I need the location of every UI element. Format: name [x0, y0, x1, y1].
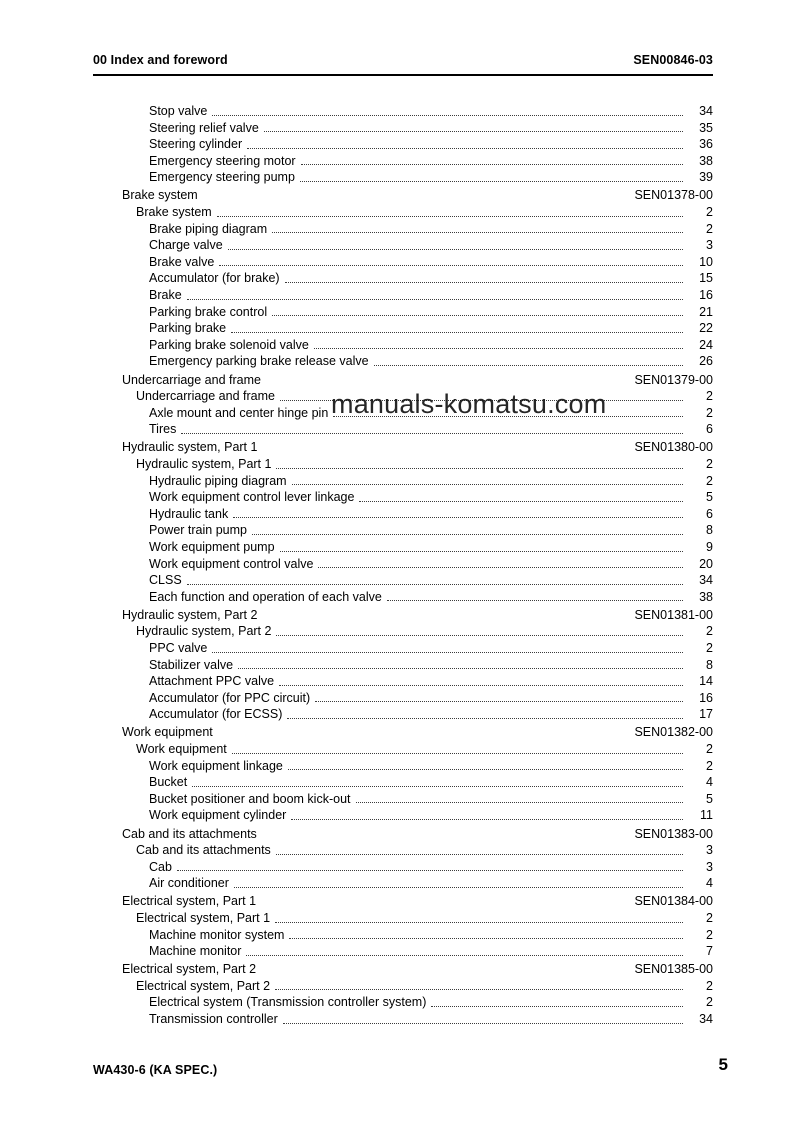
dot-leader [333, 416, 683, 417]
toc-row [93, 706, 713, 723]
toc-row [93, 372, 713, 389]
footer-page-number: 5 [718, 1055, 728, 1074]
toc-entry-label: Hydraulic system, Part 2 [122, 607, 258, 622]
toc-entry-label: Electrical system, Part 2 [122, 962, 257, 977]
dot-leader [212, 115, 683, 116]
dot-leader [283, 1023, 683, 1024]
toc-row [93, 724, 713, 741]
toc-entry-page: SEN01379-00 [634, 372, 713, 387]
toc-row [93, 237, 713, 254]
toc-row [93, 774, 713, 791]
toc-entry-page: 5 [706, 791, 713, 806]
toc-row [93, 456, 713, 473]
toc-row [93, 287, 713, 304]
toc-entry-label: Emergency steering motor [149, 153, 296, 168]
toc-row [93, 187, 713, 204]
toc-entry-page: 6 [706, 506, 713, 521]
toc-entry-label: Work equipment control valve [149, 556, 314, 571]
dot-leader [280, 551, 683, 552]
dot-leader [275, 922, 683, 923]
toc-entry-label: Brake [149, 288, 182, 303]
dot-leader [276, 854, 683, 855]
toc-entry-label: Axle mount and center hinge pin [149, 405, 329, 420]
toc-row [93, 506, 713, 523]
toc-row [93, 842, 713, 859]
toc-entry-page: 34 [699, 1012, 713, 1027]
toc-entry-page: 38 [699, 589, 713, 604]
toc-entry-label: Parking brake [149, 321, 227, 336]
toc-entry-label: Charge valve [149, 238, 223, 253]
toc-entry-page: 6 [706, 422, 713, 437]
toc-entry-page: 2 [706, 641, 713, 655]
toc-entry-label: Hydraulic tank [149, 506, 229, 521]
dot-leader [233, 517, 683, 518]
toc-row [93, 758, 713, 775]
toc-row [93, 673, 713, 690]
toc-entry-page: 3 [706, 238, 713, 253]
toc-entry-page: 9 [706, 539, 713, 554]
toc-entry-page: 3 [706, 859, 713, 874]
toc-row [93, 572, 713, 589]
toc-entry-label: Hydraulic system, Part 2 [136, 624, 272, 639]
toc-row [93, 927, 713, 944]
toc-entry-label: Undercarriage and frame [136, 389, 275, 404]
toc-row [93, 623, 713, 640]
toc-entry-label: Attachment PPC valve [149, 674, 275, 689]
toc-row [93, 337, 713, 354]
toc-row [93, 120, 713, 137]
toc-row [93, 473, 713, 490]
dot-leader [374, 365, 683, 366]
toc-entry-label: Parking brake control [149, 304, 268, 319]
toc-entry-label: Accumulator (for PPC circuit) [149, 690, 311, 705]
dot-leader [192, 786, 683, 787]
toc-row [93, 254, 713, 271]
header-rule [93, 74, 713, 76]
toc-row [93, 320, 713, 337]
toc-entry-label: Cab and its attachments [122, 826, 257, 841]
toc-entry-page: 2 [706, 389, 713, 404]
toc-entry-page: SEN01378-00 [634, 188, 713, 203]
toc-entry-page: 36 [699, 137, 713, 152]
toc-entry-page: SEN01384-00 [634, 894, 713, 909]
toc-entry-label: Undercarriage and frame [122, 372, 261, 387]
dot-leader [289, 938, 683, 939]
dot-leader [314, 348, 683, 349]
toc-entry-page: 2 [706, 978, 713, 993]
dot-leader [387, 600, 683, 601]
toc [93, 103, 713, 1028]
toc-entry-label: Emergency steering pump [149, 170, 295, 185]
toc-entry-label: Hydraulic system, Part 1 [122, 440, 258, 455]
header-section-title: 00 Index and foreword [93, 53, 228, 67]
toc-row [93, 893, 713, 910]
toc-entry-page: 2 [706, 456, 713, 471]
dot-leader [187, 299, 683, 300]
toc-entry-page: 16 [699, 288, 713, 303]
toc-row [93, 153, 713, 170]
toc-entry-label: Work equipment [122, 725, 213, 740]
toc-entry-page: 34 [699, 104, 713, 118]
toc-entry-page: 22 [699, 321, 713, 336]
toc-row [93, 136, 713, 153]
dot-leader [187, 584, 683, 585]
toc-entry-label: Steering cylinder [149, 137, 243, 152]
dot-leader [301, 164, 683, 165]
toc-entry-page: 2 [706, 205, 713, 220]
toc-entry-label: Brake valve [149, 254, 215, 269]
toc-entry-label: Accumulator (for ECSS) [149, 707, 283, 722]
toc-entry-page: 15 [699, 271, 713, 286]
toc-row [93, 859, 713, 876]
toc-entry-page: 20 [699, 556, 713, 571]
toc-entry-label: Steering relief valve [149, 120, 259, 135]
toc-entry-page: 2 [706, 405, 713, 420]
toc-row [93, 943, 713, 960]
toc-row [93, 589, 713, 606]
toc-row [93, 539, 713, 556]
dot-leader [275, 989, 683, 990]
toc-row [93, 388, 713, 405]
toc-entry-label: Electrical system, Part 1 [136, 911, 271, 925]
toc-entry-label: Cab [149, 859, 172, 874]
toc-entry-page: 14 [699, 674, 713, 689]
toc-entry-page: 10 [699, 254, 713, 269]
toc-entry-page: 8 [706, 657, 713, 672]
toc-row [93, 489, 713, 506]
toc-row [93, 607, 713, 624]
dot-leader [177, 870, 683, 871]
toc-entry-page: 2 [706, 995, 713, 1010]
toc-entry-page: 4 [706, 876, 713, 891]
toc-entry-page: 34 [699, 573, 713, 588]
toc-entry-page: 26 [699, 354, 713, 369]
toc-entry-label: Machine monitor [149, 944, 242, 959]
dot-leader [291, 819, 683, 820]
toc-entry-label: Each function and operation of each valve [149, 589, 382, 604]
watermark-text: manuals-komatsu.com [331, 389, 607, 419]
dot-leader [279, 685, 683, 686]
dot-leader [318, 567, 683, 568]
toc-entry-page: 2 [706, 911, 713, 925]
toc-entry-label: Work equipment [136, 742, 227, 757]
toc-entry-label: Power train pump [149, 523, 247, 538]
toc-row [93, 221, 713, 238]
toc-entry-page: 5 [706, 490, 713, 505]
toc-entry-label: Transmission controller [149, 1012, 278, 1027]
toc-row [93, 791, 713, 808]
dot-leader [431, 1006, 683, 1007]
toc-row [93, 657, 713, 674]
toc-entry-label: Air conditioner [149, 876, 229, 891]
dot-leader [252, 534, 683, 535]
toc-entry-page: 3 [706, 843, 713, 858]
toc-entry-label: Parking brake solenoid valve [149, 337, 309, 352]
toc-entry-page: 8 [706, 523, 713, 538]
toc-entry-label: Electrical system (Transmission controller system) [149, 995, 427, 1010]
toc-entry-page: 24 [699, 337, 713, 352]
toc-entry-page: 2 [706, 927, 713, 942]
toc-row [93, 826, 713, 843]
toc-row [93, 640, 713, 657]
toc-row [93, 1011, 713, 1028]
toc-entry-label: Bucket [149, 775, 188, 790]
toc-row [93, 405, 713, 422]
toc-entry-label: Brake system [136, 205, 212, 220]
toc-entry-page: SEN01385-00 [634, 962, 713, 977]
toc-row [93, 556, 713, 573]
toc-entry-page: SEN01380-00 [634, 440, 713, 455]
toc-entry-page: SEN01383-00 [634, 826, 713, 841]
dot-leader [285, 282, 683, 283]
toc-row [93, 690, 713, 707]
toc-entry-label: Hydraulic system, Part 1 [136, 456, 272, 471]
toc-row [93, 522, 713, 539]
toc-row [93, 994, 713, 1011]
dot-leader [247, 148, 683, 149]
toc-row [93, 910, 713, 927]
toc-row [93, 807, 713, 824]
toc-entry-label: Work equipment control lever linkage [149, 490, 355, 505]
dot-leader [280, 400, 683, 401]
dot-leader [292, 484, 683, 485]
toc-entry-page: 2 [706, 221, 713, 236]
toc-entry-label: Stop valve [149, 104, 208, 118]
dot-leader [288, 769, 683, 770]
toc-row [93, 875, 713, 892]
dot-leader [231, 332, 683, 333]
toc-entry-page: 2 [706, 742, 713, 757]
dot-leader [315, 701, 683, 702]
toc-row [93, 353, 713, 370]
dot-leader [276, 468, 683, 469]
toc-entry-label: Bucket positioner and boom kick-out [149, 791, 351, 806]
page-header [93, 53, 713, 67]
dot-leader [246, 955, 683, 956]
header-document-code: SEN00846-03 [633, 53, 713, 67]
dot-leader [232, 753, 683, 754]
dot-leader [238, 668, 683, 669]
toc-row [93, 439, 713, 456]
dot-leader [300, 181, 683, 182]
dot-leader [234, 887, 683, 888]
toc-entry-page: 2 [706, 758, 713, 773]
toc-entry-label: Work equipment linkage [149, 758, 283, 773]
dot-leader [264, 131, 683, 132]
toc-entry-page: SEN01381-00 [634, 607, 713, 622]
footer-model-label: WA430-6 (KA SPEC.) [93, 1063, 218, 1077]
dot-leader [356, 802, 684, 803]
toc-entry-label: Brake piping diagram [149, 221, 268, 236]
toc-entry-label: Hydraulic piping diagram [149, 473, 287, 488]
toc-entry-label: CLSS [149, 573, 182, 588]
toc-entry-page: 2 [706, 624, 713, 639]
dot-leader [276, 635, 683, 636]
toc-row [93, 421, 713, 438]
dot-leader [212, 652, 683, 653]
toc-entry-label: Accumulator (for brake) [149, 271, 280, 286]
toc-row [93, 741, 713, 758]
dot-leader [359, 501, 683, 502]
toc-row [93, 204, 713, 221]
dot-leader [217, 216, 683, 217]
toc-entry-page: 11 [700, 808, 713, 823]
dot-leader [219, 265, 683, 266]
dot-leader [228, 249, 683, 250]
toc-entry-label: Cab and its attachments [136, 843, 271, 858]
dot-leader [272, 232, 683, 233]
toc-entry-label: Electrical system, Part 2 [136, 978, 271, 993]
toc-entry-label: Stabilizer valve [149, 657, 234, 672]
toc-entry-label: Machine monitor system [149, 927, 285, 942]
toc-entry-label: PPC valve [149, 641, 208, 655]
toc-entry-page: SEN01382-00 [634, 725, 713, 740]
toc-entry-label: Emergency parking brake release valve [149, 354, 369, 369]
toc-entry-page: 17 [699, 707, 713, 722]
toc-row [93, 304, 713, 321]
toc-entry-label: Electrical system, Part 1 [122, 894, 257, 909]
dot-leader [181, 433, 683, 434]
toc-entry-page: 16 [699, 690, 713, 705]
toc-entry-label: Work equipment pump [149, 539, 275, 554]
toc-entry-page: 38 [699, 153, 713, 168]
toc-entry-page: 2 [706, 473, 713, 488]
toc-entry-page: 21 [699, 304, 713, 319]
toc-entry-page: 39 [699, 170, 713, 185]
toc-entry-label: Tires [149, 422, 177, 437]
toc-row [93, 978, 713, 995]
toc-entry-page: 4 [706, 775, 713, 790]
toc-row [93, 169, 713, 186]
toc-row [93, 961, 713, 978]
toc-entry-page: 7 [706, 944, 713, 959]
toc-row [93, 103, 713, 120]
toc-row [93, 270, 713, 287]
toc-entry-label: Work equipment cylinder [149, 808, 287, 823]
dot-leader [287, 718, 683, 719]
toc-entry-label: Brake system [122, 188, 198, 203]
dot-leader [272, 315, 683, 316]
toc-entry-page: 35 [699, 120, 713, 135]
